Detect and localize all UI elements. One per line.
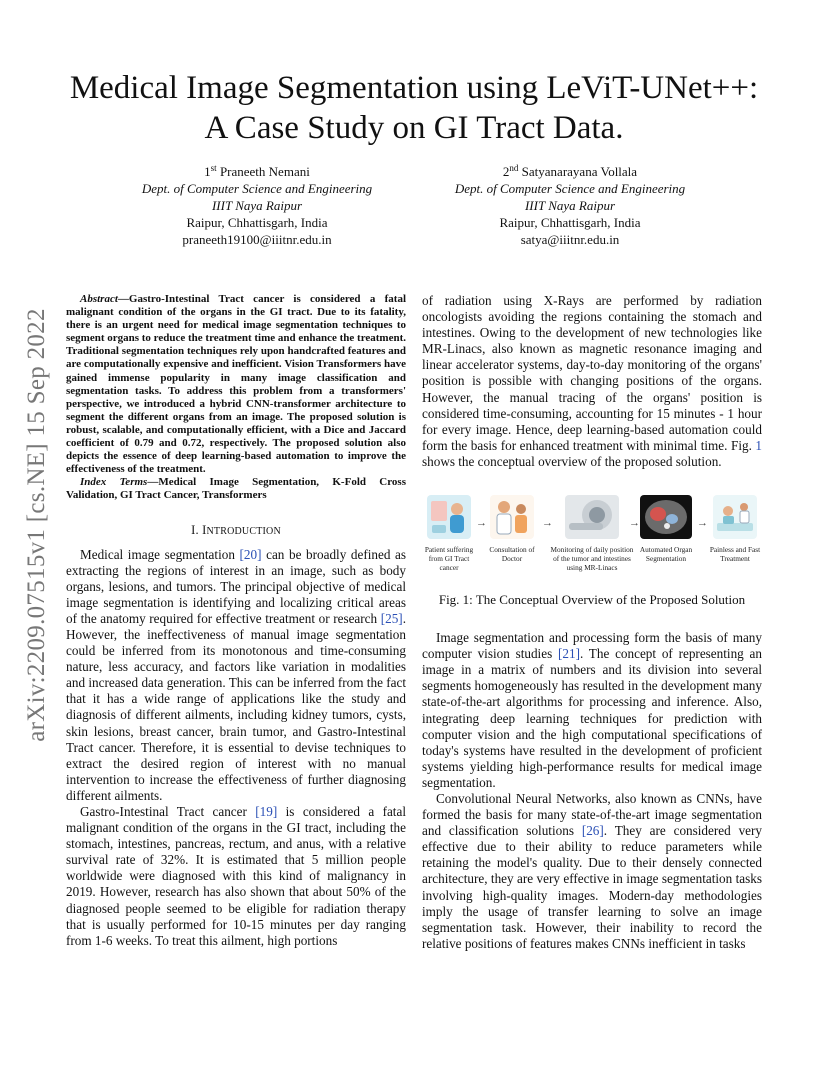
citation-link[interactable]: 1 [755,437,762,453]
figure-1 [422,480,762,630]
figure-panel-label: Painless and Fast Treatment [709,545,761,564]
citation-link[interactable]: [25] [380,610,403,626]
abstract-text: —Gastro-Intestinal Tract cancer is considered a fatal malignant condition of the organs in the GI tract. Due to its fatality, there is an urgent need for medical image segmentation techniques to segment organs to reduce the treatment time and enhance the treatment. Traditional segmentation techniques rely upon handcrafted features and are computationally expensive and inefficient. Vision Transformers have gained immense popularity in many image classification and segmentation tasks. To address this problem from a transformers' perspective, we introduced a hybrid CNN-transformer architecture to segment the different organs from an image. The proposed solution is robust, scalable, and computationally efficient, with a Dice and Jaccard coefficient of 0.79 and 0.72, respectively. The proposed solution also depicts the essence of deep learning-based automation to improve the effectiveness of the treatment. [66,293,407,476]
abstract [66,293,406,476]
citation-link[interactable]: [19] [255,804,278,819]
author-2-inst: IIIT Naya Raipur [524,198,616,213]
arxiv-stamp [22,290,52,760]
figure-panel-doctor [484,495,540,563]
author-1-city: Raipur, Chhattisgarh, India [186,215,328,230]
patient-icon [427,495,471,539]
citation-link[interactable]: [26] [581,823,604,839]
ct-scan-icon [640,495,692,539]
figure-panel-segmentation [634,495,698,563]
author-2-block [420,163,720,248]
author-2-name-line: 2nd Satyanarayana Vollala [502,163,638,179]
author-1-name-line: 1st Praneeth Nemani [204,163,310,179]
citation-link[interactable]: [21] [557,646,580,662]
figure-panel-label: Patient suffering from GI Tract cancer [424,545,474,573]
paragraph-text: Gastro-Intestinal Tract cancer [80,804,256,819]
paragraph-text: of radiation using X-Rays are performed by radiation oncologists avoiding the regions containing the stomach and intestines. Owing to the development of new technologies like MR-Linacs, also known as magnetic resonance imaging and linear accelerator systems, day-to-day monitoring of the organs' position is possible with changing positions of the organs. However, the manual tracing of the organs' position is considered time-consuming, accounting for 15 minutes - 1 hour for every image. Hence, deep learning-based automation could form the basis for enhanced treatment with minimal time. Fig. [422,293,762,453]
section-heading-introduction: I. INTRODUCTION [191,522,281,537]
paragraph-text: can be broadly defined as extracting the regions of interest in an image, such as body organs, lesions, and tumors. The principal objective of medical image segmentation is identifying and localizing critical areas of the anatomy required for effective treatment or research [66,546,406,626]
index-terms-text: —Medical Image Segmentation, K-Fold Cross Validation, GI Tract Cancer, Transformers [66,476,406,502]
arrow-icon: → [476,517,487,530]
doctor-icon [490,495,534,539]
author-1-block [112,163,402,248]
figure-panel-label: Automated Organ Segmentation [639,545,693,564]
title-line-2: A Case Study on GI Tract Data. [204,110,624,146]
figure-panel-patient [422,495,476,573]
author-2-dept: Dept. of Computer Science and Engineering [454,181,686,196]
intro-paragraph-1 [66,547,406,805]
author-1-inst: IIIT Naya Raipur [211,198,303,213]
right-column [422,293,762,952]
arxiv-stamp-text: arXiv:2209.07515v1 [cs.NE] 15 Sep 2022 [23,308,51,742]
arrow-icon: → [629,517,640,530]
title-line-1: Medical Image Segmentation using LeViT-UNet++: [69,70,759,106]
index-terms-lead: Index Terms [80,476,148,489]
author-2-city: Raipur, Chhattisgarh, India [499,215,641,230]
paragraph-text: is considered a fatal malignant condition of the organs in the GI tract, including the stomach, intestines, pancreas, rectum, and anus, with a relative survival rate of 32%. It is estimated that 5 million people worldwide were diagnosed with this kind of malignancy in 2019. However, research has also shown that about 50% of the diagnosed people seemed to be eligible for radiation therapy that is usually performed for 10-15 minutes per day ranging from 1-6 weeks. To treat this ailment, high portions [66,804,406,948]
arrow-icon: → [697,517,708,530]
right-paragraph-image-segmentation [422,630,762,791]
figure-panel-label: Consultation of Doctor [489,545,535,564]
right-paragraph-cnn [422,791,762,952]
treatment-icon [713,495,757,539]
arrow-icon: → [542,517,553,530]
intro-paragraph-2 [66,804,406,949]
paper-title [60,68,768,148]
intro-paragraph-continued [422,293,762,470]
paragraph-text: shows the conceptual overview of the proposed solution. [422,453,722,469]
author-1-dept: Dept. of Computer Science and Engineering [141,181,373,196]
figure-panel-mr-linac [550,495,634,573]
citation-link[interactable]: [20] [239,546,262,562]
figure-panel-treatment [708,495,762,563]
author-2-name: Satyanarayana Vollala [521,164,638,179]
figure-panel-label: Monitoring of daily position of the tumor and intestines using MR-Linacs [550,545,634,573]
left-column [66,293,406,949]
author-2-email[interactable]: satya@iiitnr.edu.in [520,232,620,247]
paragraph-text: Medical image segmentation [80,546,240,562]
mr-linac-icon [565,495,619,539]
index-terms [66,476,406,502]
paragraph-text: . The concept of representing an image in a matrix of numbers and its division into several segments homogeneously has resulted in the development many state-of-the-art algorithms for processing and inference. Also, integrating deep learning techniques for prediction with computer vision and the high computational specifications of today's systems have resulted in the development of proficient systems yielding high-performance results for medical image segmentation. [422,646,762,790]
paragraph-text: Image segmentation and processing form the basis of many computer vision studies [422,630,762,662]
author-1-email[interactable]: praneeth19100@iiitnr.edu.in [182,232,332,247]
paragraph-text: Convolutional Neural Networks, also known as CNNs, have formed the basis for many state-of-the-art image segmentation and classification solutions [422,790,762,839]
paragraph-text: . However, the ineffectiveness of manual image segmentation could be inferred from its monotonous and time-consuming nature, less accuracy, and factors like variation in modalities and increased data generation. This can be inferred from the fact that it has a wide range of applications like the study and diagnosis of different ailments, including kidney tumors, cysts, skin lesions, breast cancer, brain tumor, and Gastro-Intestinal Tract cancer. Therefore, it is essential to devise techniques to extract the desired region of interest with no manual intervention to increase the effectiveness of further diagnosing different ailments. [66,610,406,803]
paragraph-text: . They are considered very effective due to their ability to reduce parameters while retaining the model's quality. Due to their densely connected architecture, they are very effective in image segmentation tasks involving high-quality images. Modern-day methodologies imply the usage of transfer learning to solve an image segmentation task. However, their inability to record the relative positions of features makes CNNs inefficient in tasks [422,823,763,951]
figure-1-caption: Fig. 1: The Conceptual Overview of the Proposed Solution [438,592,746,608]
author-1-name: Praneeth Nemani [219,164,310,179]
abstract-lead: Abstract [80,293,118,305]
